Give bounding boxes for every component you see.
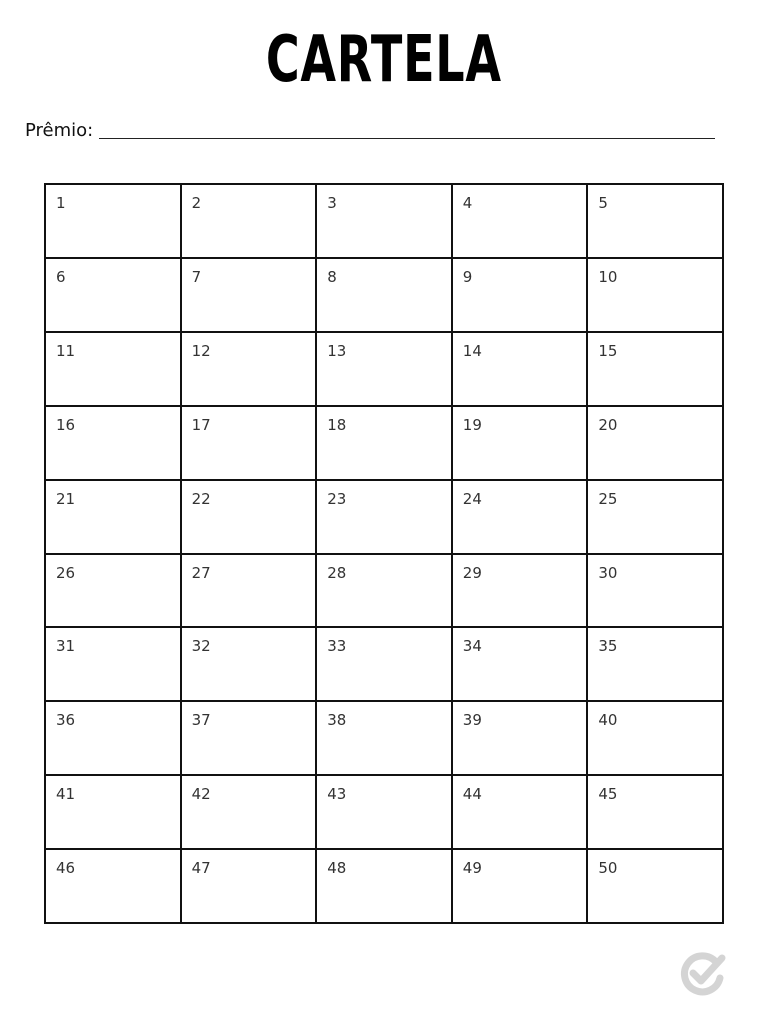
grid-cell[interactable] bbox=[453, 333, 589, 407]
grid-cell[interactable] bbox=[588, 776, 724, 850]
grid-cell[interactable] bbox=[588, 850, 724, 924]
grid-cell[interactable] bbox=[317, 333, 453, 407]
cell-number: 40 bbox=[598, 711, 618, 730]
cell-number: 30 bbox=[598, 563, 618, 582]
cell-number: 6 bbox=[56, 267, 66, 286]
grid-cell[interactable] bbox=[588, 555, 724, 629]
grid-cell[interactable] bbox=[46, 702, 182, 776]
grid-cell[interactable] bbox=[588, 702, 724, 776]
grid-cell[interactable] bbox=[182, 628, 318, 702]
checkmark-logo-icon bbox=[678, 948, 728, 998]
grid-cell[interactable] bbox=[317, 850, 453, 924]
cell-number: 32 bbox=[191, 637, 211, 656]
cell-number: 44 bbox=[462, 785, 482, 804]
page-title bbox=[0, 16, 768, 104]
cell-number: 17 bbox=[191, 415, 211, 434]
cell-number: 49 bbox=[462, 859, 482, 878]
cell-number: 27 bbox=[191, 563, 211, 582]
cell-number: 39 bbox=[462, 711, 482, 730]
grid-cell[interactable] bbox=[182, 481, 318, 555]
grid-cell[interactable] bbox=[453, 185, 589, 259]
grid-cell[interactable] bbox=[182, 185, 318, 259]
grid-cell[interactable] bbox=[182, 702, 318, 776]
cell-number: 23 bbox=[327, 489, 347, 508]
grid-cell[interactable] bbox=[317, 481, 453, 555]
prize-label: Prêmio: bbox=[25, 120, 94, 141]
cell-number: 7 bbox=[191, 267, 202, 286]
grid-cell[interactable] bbox=[46, 850, 182, 924]
grid-cell[interactable] bbox=[182, 776, 318, 850]
cell-number: 37 bbox=[191, 711, 211, 730]
grid-cell[interactable] bbox=[182, 333, 318, 407]
grid-cell[interactable] bbox=[317, 185, 453, 259]
grid-cell[interactable] bbox=[453, 628, 589, 702]
cell-number: 34 bbox=[462, 637, 482, 656]
cell-number: 43 bbox=[327, 785, 347, 804]
grid-cell[interactable] bbox=[46, 776, 182, 850]
grid-cell[interactable] bbox=[588, 259, 724, 333]
prize-fill-line[interactable] bbox=[99, 138, 715, 139]
cell-number: 14 bbox=[462, 341, 482, 360]
grid-cell[interactable] bbox=[317, 259, 453, 333]
grid-cell[interactable] bbox=[588, 333, 724, 407]
cell-number: 28 bbox=[327, 563, 347, 582]
cell-number: 4 bbox=[462, 194, 473, 212]
grid-cell[interactable] bbox=[588, 481, 724, 555]
cell-number: 10 bbox=[598, 267, 618, 286]
cell-number: 48 bbox=[327, 859, 347, 878]
cell-number: 24 bbox=[462, 489, 482, 508]
cell-number: 3 bbox=[327, 194, 337, 212]
cell-number: 31 bbox=[56, 637, 76, 656]
cell-number: 42 bbox=[191, 785, 211, 804]
grid-cell[interactable] bbox=[453, 407, 589, 481]
cell-number: 20 bbox=[598, 415, 618, 434]
number-grid bbox=[44, 183, 724, 924]
grid-cell[interactable] bbox=[453, 776, 589, 850]
grid-cell[interactable] bbox=[588, 628, 724, 702]
grid-cell[interactable] bbox=[453, 702, 589, 776]
grid-cell[interactable] bbox=[182, 259, 318, 333]
grid-cell[interactable] bbox=[182, 407, 318, 481]
prize-row bbox=[25, 114, 715, 144]
grid-cell[interactable] bbox=[453, 555, 589, 629]
cell-number: 26 bbox=[56, 563, 76, 582]
cell-number: 47 bbox=[191, 859, 211, 878]
cell-number: 25 bbox=[598, 489, 618, 508]
cell-number: 1 bbox=[56, 194, 66, 212]
grid-cell[interactable] bbox=[588, 185, 724, 259]
cell-number: 19 bbox=[462, 415, 482, 434]
grid-cell[interactable] bbox=[46, 333, 182, 407]
cell-number: 8 bbox=[327, 267, 337, 286]
cell-number: 15 bbox=[598, 341, 618, 360]
cell-number: 41 bbox=[56, 785, 76, 804]
cell-number: 21 bbox=[56, 489, 76, 508]
cell-number: 33 bbox=[327, 637, 347, 656]
cell-number: 45 bbox=[598, 785, 618, 804]
cell-number: 2 bbox=[191, 194, 202, 212]
cell-number: 9 bbox=[462, 267, 473, 286]
grid-cell[interactable] bbox=[182, 555, 318, 629]
grid-cell[interactable] bbox=[46, 555, 182, 629]
cell-number: 50 bbox=[598, 859, 618, 878]
cell-number: 36 bbox=[56, 711, 76, 730]
cell-number: 16 bbox=[56, 415, 76, 434]
cell-number: 38 bbox=[327, 711, 347, 730]
grid-cell[interactable] bbox=[46, 185, 182, 259]
grid-cell[interactable] bbox=[46, 481, 182, 555]
grid-cell[interactable] bbox=[588, 407, 724, 481]
grid-cell[interactable] bbox=[317, 702, 453, 776]
grid-cell[interactable] bbox=[182, 850, 318, 924]
cell-number: 12 bbox=[191, 341, 211, 360]
cell-number: 13 bbox=[327, 341, 347, 360]
cell-number: 18 bbox=[327, 415, 347, 434]
grid-cell[interactable] bbox=[46, 259, 182, 333]
cell-number: 22 bbox=[191, 489, 211, 508]
grid-cell[interactable] bbox=[453, 481, 589, 555]
grid-cell[interactable] bbox=[46, 407, 182, 481]
cell-number: 5 bbox=[598, 194, 608, 212]
grid-cell[interactable] bbox=[317, 407, 453, 481]
grid-cell[interactable] bbox=[317, 628, 453, 702]
title-text: CARTELA bbox=[266, 23, 502, 97]
grid-cell[interactable] bbox=[453, 259, 589, 333]
cell-number: 46 bbox=[56, 859, 76, 878]
cell-number: 35 bbox=[598, 637, 618, 656]
grid-cell[interactable] bbox=[46, 628, 182, 702]
cell-number: 11 bbox=[56, 341, 76, 360]
grid-cell[interactable] bbox=[317, 555, 453, 629]
cell-number: 29 bbox=[462, 563, 482, 582]
grid-cell[interactable] bbox=[317, 776, 453, 850]
grid-cell[interactable] bbox=[453, 850, 589, 924]
